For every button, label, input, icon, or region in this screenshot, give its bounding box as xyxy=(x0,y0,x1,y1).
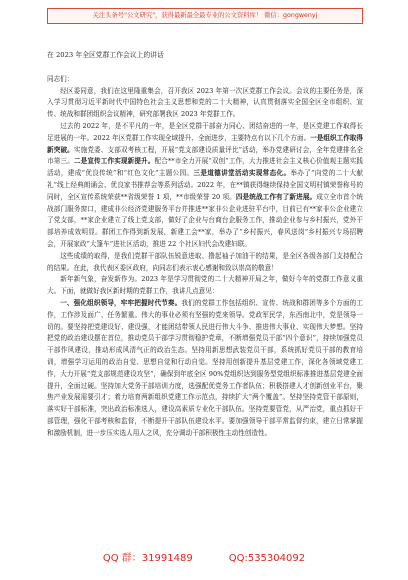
review-text-c: 配合**市全力开展“双创”工作，大力推进社会主义核心价值观主题实践活动，建成“优良传统”和“红色文化”主题公园。 xyxy=(47,157,364,178)
paragraph-review xyxy=(47,121,363,251)
paragraph-intro: 经区委同意，我们在这里隆重集会，召开我区 2023 年第一次区党群工作会议。会议的主要任务是，深入学习贯彻习近平新时代中国特色社会主义思想和党的二十大精神，认真贯彻落实全国全区全市组织、宣传、统战和群团组织会议精神，研究部署我区 2023 年党群工作。 xyxy=(47,86,363,119)
paragraph-thanks: 这些成绩的取得，是我们党群干部队伍锐意进取、撸起袖子加油干的结果，是全区各级各部门支持配合的结果。在此，我代表区委区政府，向同志们表示衷心感谢和致以崇高的敬意！ xyxy=(47,251,363,272)
footer-contact xyxy=(0,549,408,569)
promo-banner: 关注头条号"公文研究"，获得最新最全最专业的公文资料库！ 微信：gongwenyj xyxy=(47,8,363,24)
review-text-e: 成立全市首个统战部门服务窗口，建成非公经济党建服务平台并推进**家非公企业进驻平台中，目前已有**家非公企业建立了党支部，**家企业建立了线上党支部，做好了企业与台商台企服务工作，推动企业参与乡村振兴，党外干部培养成效明显。群团工作得到新发展，新建工会**家，举办了“乡村振兴，春风送岗”乡村振兴专场招聘会，开展家政“大篷车”进社区活动，推进 22 个社区妇代会改建妇联。 xyxy=(47,192,364,248)
review-heading-4: 四是统战工作有了新进展。 xyxy=(235,192,317,201)
section-one-heading: 一、强化组织领导，牢牢把握时代节奏。 xyxy=(60,298,182,307)
paragraph-section-one xyxy=(47,298,363,440)
review-text-b: 实施党委、支部双考核工程，开展“党支部建设质量评比”活动，举办党建研讨会，全年党建排名全市第三。 xyxy=(47,145,364,166)
review-text-d: 举办了“向党的二十大献礼”线上经典朗诵会、优良家书推荐会等系列活动。2022 年，在**镇获得继续保持全国文明村镇荣誉称号的同时，全区宣传系统荣获**省级荣誉 1 项，**市级荣誉 20 项。 xyxy=(47,169,364,201)
qq-group: QQ 群：31991489 xyxy=(102,553,193,564)
review-text-a: 过去的 2022 年，是不平凡的一年，是全区党群干部奋力同心、团结奋进的一年，是区党建工作取得长足进展的一年。2022 年区党群工作实现全域提升、全面进步，主要特点有以下几个方面。 xyxy=(47,121,363,142)
document-body xyxy=(47,50,363,440)
section-one-text: 我们的党群工作包括组织、宣传、统战和群团等多个方面的工作，工作涉及面广、任务繁重。伟大的事业必须有坚强的党来领导。党政军民学，东西南北中，党是领导一切的。要坚持把党建设好、建设强，才能团结带领人民进行伟大斗争、推进伟大事业、实现伟大梦想。坚持把党的政治建设摆在首位，推动党员干部学习贯彻稳护党章，不断增强党员干部“四个意识”，持续加强党员干部作风建设，推动形成风清气正的政治生态。坚持用新思想武装党员干部，系统抓好党员干部的教育培训，增强学习运用的政治自觉、思想自觉和行动自觉。坚持用创新提升基层党建工作，深化各领域党建工作，大力开展“党支部规范建设攻坚”，确保到年底全区 90%党组织达到服务型党组织标准推进基层党建全面提升，全面过硬。坚持加大党务干部培训力度，选强配优党务工作者队伍；积极搭建人才创新创业平台，聚焦产业发展需要引才；着力培育两新组织党建工作示范点，持续扩大“两个覆盖”。坚持坚持党管干部原则，落实好干部标准，突出政治标准选人，建设高素质专业化干部队伍。坚持党要管党，从严治党，重点抓好干部管理，强化干部考核和监督，不断提升干部队伍建设水平。要加强领导干部平常监督约束，建立日常掌握和激励机制，进一步压实选人用人之风，充分调动干部积极性主动性创造性。 xyxy=(47,298,364,437)
review-heading-3: 三是道德讲堂活动实现常态化。 xyxy=(193,169,291,178)
review-heading-1: 一是组织工作取得新突破。 xyxy=(47,133,364,154)
qq-number: QQ:535304092 xyxy=(228,553,306,564)
greeting: 同志们： xyxy=(47,74,74,83)
paragraph-outlook: 新年新气象，奋发新作为。2023 年是学习贯彻党的二十大精神开局之年，做好今年的党群工作意义重大。下面，就做好我区新时期的党群工作，我讲几点意见： xyxy=(47,275,363,296)
document-title: 在 2023 年全区党群工作会议上的讲话 xyxy=(47,51,164,59)
review-heading-2: 二是宣传工作实现新提升。 xyxy=(73,157,155,166)
